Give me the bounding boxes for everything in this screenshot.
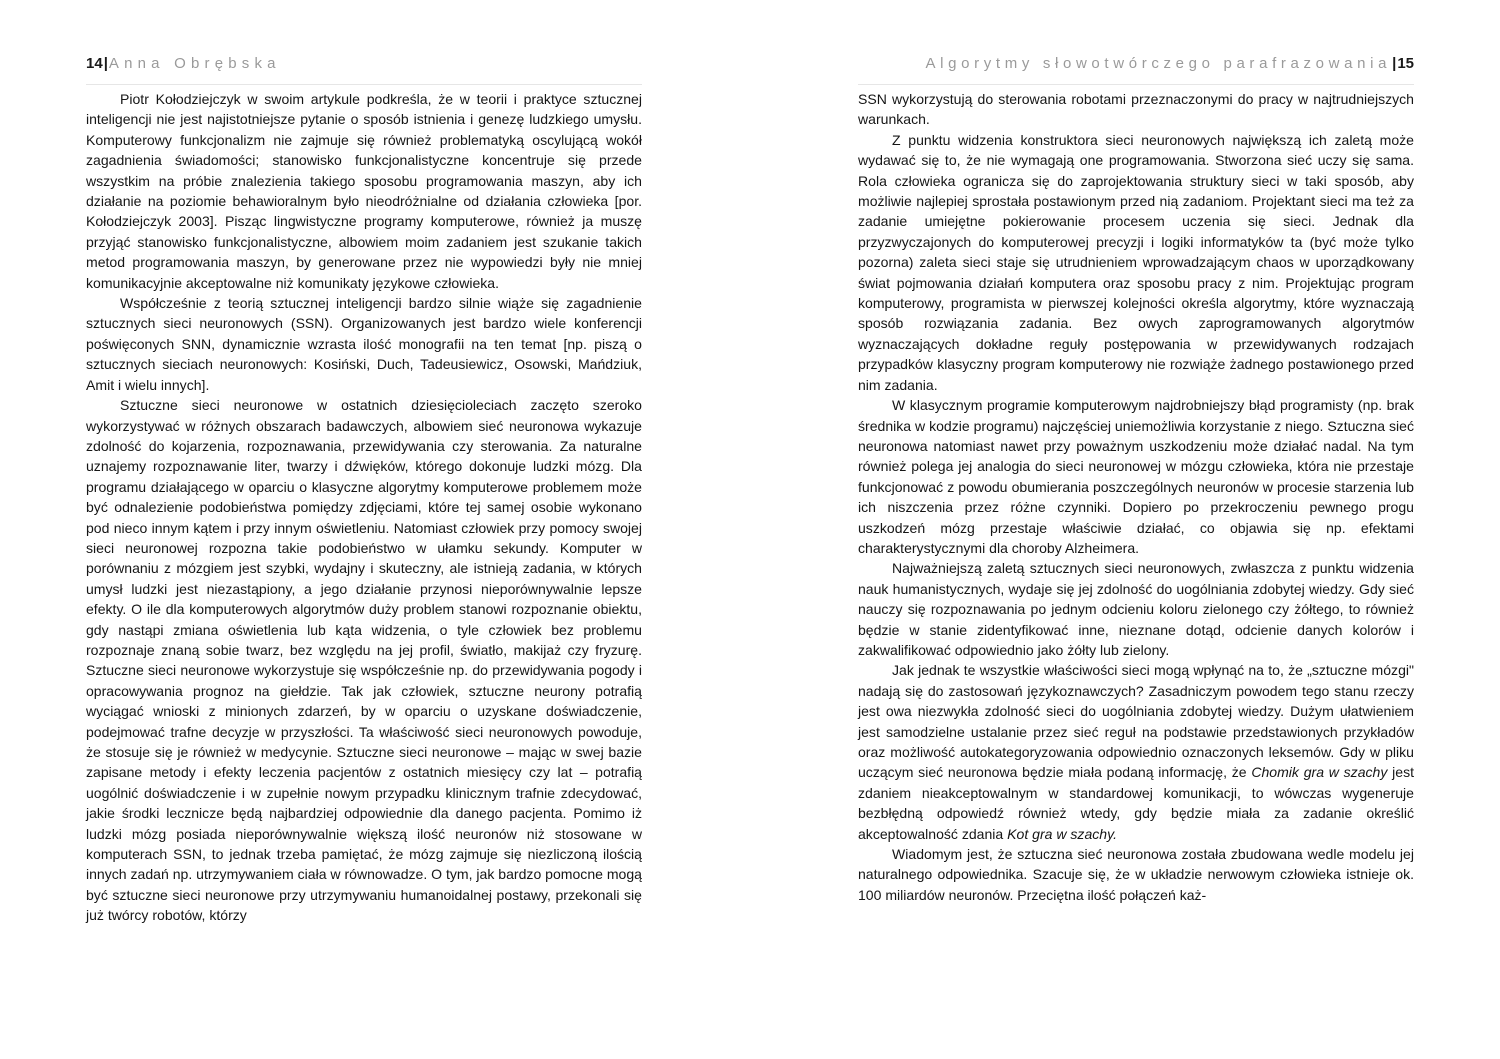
paragraph-text: jest zdaniem nieakceptowalnym w standardowej komunikacji, to wówczas wygeneruje bezbłędną odpowiedź również wtedy, gdy będzie miała za zadanie określić akceptowalność zdania <box>858 764 1414 842</box>
running-head-title: Algorytmy słowotwórczego parafrazowania <box>925 55 1392 72</box>
paragraph: Najważniejszą zaletą sztucznych sieci neuronowych, zwłaszcza z punktu widzenia nauk humanistycznych, wydaje się jej zdolność do uogólniania zdobytej wiedzy. Gdy sieć nauczy się rozpoznawania po jednym odcieniu koloru zielonego czy żółtego, to również będzie w stanie zidentyfikować inne, nieznane dotąd, odcienie danych kolorów i zakwalifikować odpowiednio jako żółty lub zielony. <box>858 560 1414 658</box>
example-sentence-italic: Chomik gra w szachy <box>1251 764 1388 781</box>
paragraph: Wiadomym jest, że sztuczna sieć neuronowa została zbudowana wedle modelu jej naturalnego odpowiednika. Szacuje się, że w układzie nerwowym człowieka istnieje ok. 100 miliardów neuronów. Przeciętna ilość połączeń każ- <box>858 846 1414 903</box>
right-page-header <box>858 54 1414 85</box>
header-separator: | <box>103 55 108 72</box>
paragraph: Piotr Kołodziejczyk w swoim artykule podkreśla, że w teorii i praktyce sztucznej inteligencji nie jest najistotniejsze pytanie o sposób istnienia i genezę ludzkiego umysłu. Komputerowy funkcjonalizm nie zajmuje się również problematyką oscylującą wokół zagadnienia świadomości; stanowisko funkcjonalistyczne koncentruje się przede wszystkim na próbie znalezienia takiego sposobu programowania maszyn, aby ich działanie na poziomie behawioralnym było nieodróżnialne od działania człowieka [por. Kołodziejczyk 2003]. Pisząc lingwistyczne programy komputerowe, również ja muszę przyjąć stanowisko funkcjonalistyczne, albowiem moim zadaniem jest szukanie takich metod programowania maszyn, by generowane przez nie wypowiedzi były nie mniej komunikacyjnie akceptowalne niż komunikaty językowe człowieka. <box>86 91 642 291</box>
paragraph: Z punktu widzenia konstruktora sieci neuronowych największą ich zaletą może wydawać się to, że nie wymagają one programowania. Stworzona sieć uczy się sama. Rola człowieka ogranicza się do zaprojektowania struktury sieci w taki sposób, aby możliwie najlepiej sprostała postawionym przed nią zadaniom. Projektant sieci ma też za zadanie umiejętne pokierowanie procesem uczenia się sieci. Jednak dla przyzwyczajonych do komputerowej precyzji i logiki informatyków ta (być może tylko pozorna) zaleta sieci staje się utrudnieniem wprowadzającym chaos w uporządkowany świat pojmowania działań komputera oraz sposobu pracy z nim. Projektując program komputerowy, programista w pierwszej kolejności określa algorytmy, które wyznaczają sposób rozwiązania zadania. Bez owych zaprogramowanych algorytmów wyznaczających dokładne reguły postępowania w przewidywanych rodzajach przypadków klasyczny program komputerowy nie rozwiąże żadnego postawionego przed nim zadania. <box>858 131 1414 393</box>
right-page <box>858 0 1414 905</box>
left-page-body <box>86 89 642 926</box>
page-number: 14 <box>86 55 103 72</box>
left-page-header <box>86 54 642 85</box>
paragraph <box>858 660 1414 844</box>
example-sentence-italic: Kot gra w szachy. <box>1007 825 1117 842</box>
paragraph-continued: SSN wykorzystują do sterowania robotami przeznaczonymi do pracy w najtrudniejszych warunkach. <box>858 91 1414 128</box>
paragraph: Współcześnie z teorią sztucznej inteligencji bardzo silnie wiąże się zagadnienie sztucznych sieci neuronowych (SSN). Organizowanych jest bardzo wiele konferencji poświęconych SNN, dynamicznie wzrasta ilość monografii na ten temat [np. piszą o sztucznych sieciach neuronowych: Kosiński, Duch, Tadeusiewicz, Osowski, Mańdziuk, Amit i wielu innych]. <box>86 295 642 393</box>
right-page-body <box>858 89 1414 905</box>
paragraph: Sztuczne sieci neuronowe w ostatnich dziesięcioleciach zaczęto szeroko wykorzystywać w różnych obszarach badawczych, albowiem sieć neuronowa wykazuje zdolność do kojarzenia, rozpoznawania, przewidywania czy sterowania. Za naturalne uznajemy rozpoznawanie liter, twarzy i dźwięków, którego dokonuje ludzki mózg. Dla programu działającego w oparciu o klasyczne algorytmy komputerowe problemem może być odnalezienie podobieństwa pomiędzy zdjęciami, które tej samej osobie wykonano pod nieco innym kątem i przy innym oświetleniu. Natomiast człowiek przy pomocy swojej sieci neuronowej rozpozna takie podobieństwo w ułamku sekundy. Komputer w porównaniu z mózgiem jest szybki, wydajny i skuteczny, ale istnieją zadania, w których umysł ludzki jest niezastąpiony, a jego działanie przynosi nieporównywalnie lepsze efekty. O ile dla komputerowych algorytmów duży problem stanowi rozpoznanie obiektu, gdy nastąpi zmiana oświetlenia lub kąta widzenia, o tyle człowiek bez problemu rozpoznaje znaną sobie twarz, bez względu na jej profil, światło, makijaż czy fryzurę. Sztuczne sieci neuronowe wykorzystuje się współcześnie np. do przewidywania pogody i opracowywania prognoz na giełdzie. Tak jak człowiek, sztuczne neurony potrafią wyciągać wnioski z minionych zdarzeń, by w oparciu o uzyskane doświadczenie, podejmować trafne decyzje w przyszłości. Ta właściwość sieci neuronowych powoduje, że stosuje się je również w medycynie. Sztuczne sieci neuronowe – mając w swej bazie zapisane metody i efekty leczenia pacjentów z ostatnich miesięcy czy lat – potrafią uogólnić doświadczenie i w zupełnie nowym przypadku klinicznym trafnie zdecydować, jakie środki lecznicze będą najbardziej odpowiednie dla danego pacjenta. Pomimo iż ludzki mózg posiada nieporównywalnie większą ilość neuronów niż stosowane w komputerach SSN, to jednak trzeba pamiętać, że mózg zajmuje się niezliczoną ilością innych zadań np. utrzymywaniem ciała w równowadze. O tym, jak bardzo pomocne mogą być sztuczne sieci neuronowe przy utrzymywaniu humanoidalnej postawy, przekonali się już twórcy robotów, którzy <box>86 397 642 924</box>
left-page <box>86 0 642 926</box>
paragraph-text: Jak jednak te wszystkie właściwości sieci mogą wpłynąć na to, że „sztuczne mózgi" nadają się do zastosowań językoznawczych? Zasadniczym powodem tego stanu rzeczy jest owa niezwykła zdolność sieci do uogólniania zdobytej wiedzy. Dużym ułatwieniem jest samodzielne ustalanie przez sieć reguł na podstawie przedstawionych przykładów oraz możliwość autokategoryzowania odpowiednio oznaczonych leksemów. Gdy w pliku uczącym sieć neuronowa będzie miała podaną informację, że <box>858 662 1414 781</box>
paragraph: W klasycznym programie komputerowym najdrobniejszy błąd programisty (np. brak średnika w kodzie programu) najczęściej uniemożliwia korzystanie z niego. Sztuczna sieć neuronowa natomiast nawet przy poważnym uszkodzeniu może działać nadal. Na tym również polega jej analogia do sieci neuronowej w mózgu człowieka, która nie przestaje funkcjonować z powodu obumierania poszczególnych neuronów w procesie starzenia lub ich niszczenia przez różne czynniki. Dopiero po przekroczeniu pewnego progu uszkodzeń mózg przestaje właściwie działać, co objawia się np. efektami charakterystycznymi dla choroby Alzheimera. <box>858 397 1414 556</box>
page-number: 15 <box>1397 55 1414 72</box>
running-head-author: Anna Obrębska <box>108 55 281 72</box>
header-separator: | <box>1392 55 1397 72</box>
